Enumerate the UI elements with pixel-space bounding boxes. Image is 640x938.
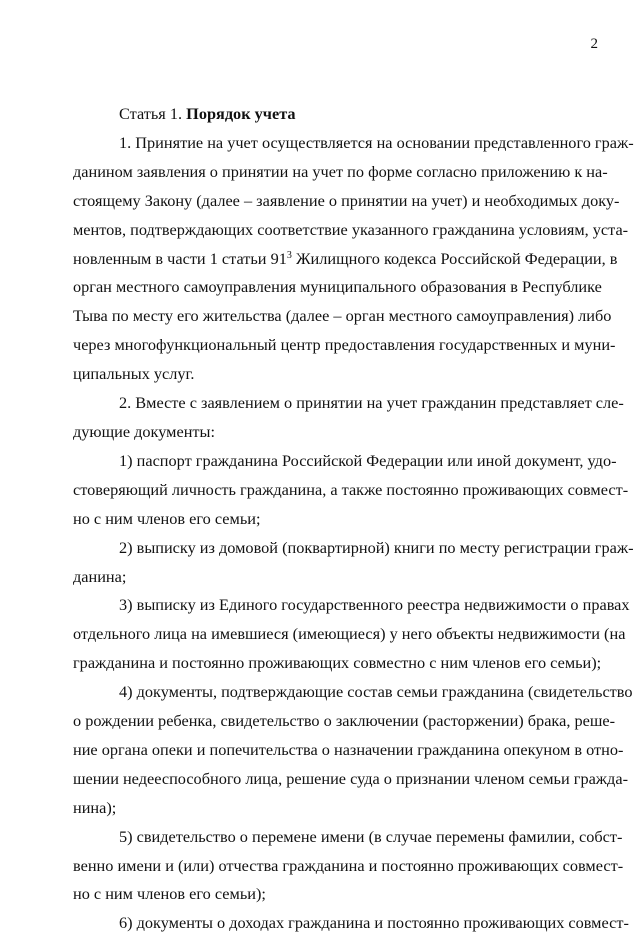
text-line: отдельного лица на имевшиеся (имеющиеся) у него объекты недвижимости (на bbox=[73, 624, 626, 644]
text-line: стоящему Закону (далее – заявление о принятии на учет) и необходимых доку- bbox=[73, 190, 620, 210]
text-line-with-superscript bbox=[73, 245, 618, 274]
text-line: через многофункциональный центр предоставления государственных и муни- bbox=[73, 335, 616, 355]
superscript: 3 bbox=[286, 249, 292, 261]
text-line: ментов, подтверждающих соответствие указанного гражданина условиям, уста- bbox=[73, 219, 629, 239]
text-line: 2. Вместе с заявлением о принятии на учет гражданин представляет сле- bbox=[119, 393, 624, 413]
list-item bbox=[73, 591, 630, 678]
text-line: шении недееспособного лица, решение суда о признании членом семьи гражда- bbox=[73, 768, 628, 788]
text-line: 6) документы о доходах гражданина и постоянно проживающих совмест- bbox=[119, 913, 629, 933]
text-line: 5) свидетельство о перемене имени (в случае перемены фамилии, собст- bbox=[119, 826, 623, 846]
text-line: 3) выписку из Единого государственного реестра недвижимости о правах bbox=[119, 595, 630, 615]
text-line: дующие документы: bbox=[73, 421, 215, 441]
text-line: стоверяющий личность гражданина, а также постоянно проживающих совмест- bbox=[73, 479, 629, 499]
paragraph bbox=[73, 389, 624, 447]
list-item bbox=[73, 534, 634, 592]
paragraph bbox=[73, 129, 634, 389]
text-line: данина; bbox=[73, 566, 127, 586]
text-line: венно имени и (или) отчества гражданина и постоянно проживающих совмест- bbox=[73, 855, 624, 875]
text-line: о рождении ребенка, свидетельство о заключении (расторжении) брака, реше- bbox=[73, 711, 616, 731]
text-line: 1) паспорт гражданина Российской Федерации или иной документ, удо- bbox=[119, 450, 617, 470]
article-prefix: Статья 1. bbox=[119, 104, 183, 123]
text-line: 2) выписку из домовой (поквартирной) книги по месту регистрации граж- bbox=[119, 537, 634, 557]
text-fragment: Жилищного кодекса Российской Федерации, в bbox=[291, 248, 618, 268]
text-line: но с ним членов его семьи; bbox=[73, 508, 261, 528]
text-line: данином заявления о принятии на учет по форме согласно приложению к на- bbox=[73, 161, 608, 181]
article-title: Порядок учета bbox=[186, 104, 296, 123]
text-line: Тыва по месту его жительства (далее – орган местного самоуправления) либо bbox=[73, 306, 612, 326]
list-item bbox=[73, 678, 633, 823]
text-line: но с ним членов его семьи); bbox=[73, 884, 266, 904]
article-heading bbox=[73, 100, 598, 129]
text-line: гражданина и постоянно проживающих совместно с ним членов его семьи); bbox=[73, 653, 602, 673]
page-number: 2 bbox=[590, 36, 598, 52]
text-line: 4) документы, подтверждающие состав семьи гражданина (свидетельство bbox=[119, 682, 633, 702]
text-line: ние органа опеки и попечительства о назначении гражданина опекуном в отно- bbox=[73, 739, 624, 759]
document-body bbox=[73, 100, 634, 938]
text-line: орган местного самоуправления муниципального образования в Республике bbox=[73, 277, 602, 297]
text-line: нина); bbox=[73, 797, 117, 817]
list-item bbox=[73, 447, 629, 534]
text-fragment: новленным в части 1 статьи 91 bbox=[73, 248, 287, 268]
list-item bbox=[73, 823, 624, 910]
text-line: 1. Принятие на учет осуществляется на основании представленного граж- bbox=[119, 132, 634, 152]
text-line: ципальных услуг. bbox=[73, 364, 195, 384]
list-item bbox=[73, 909, 629, 938]
